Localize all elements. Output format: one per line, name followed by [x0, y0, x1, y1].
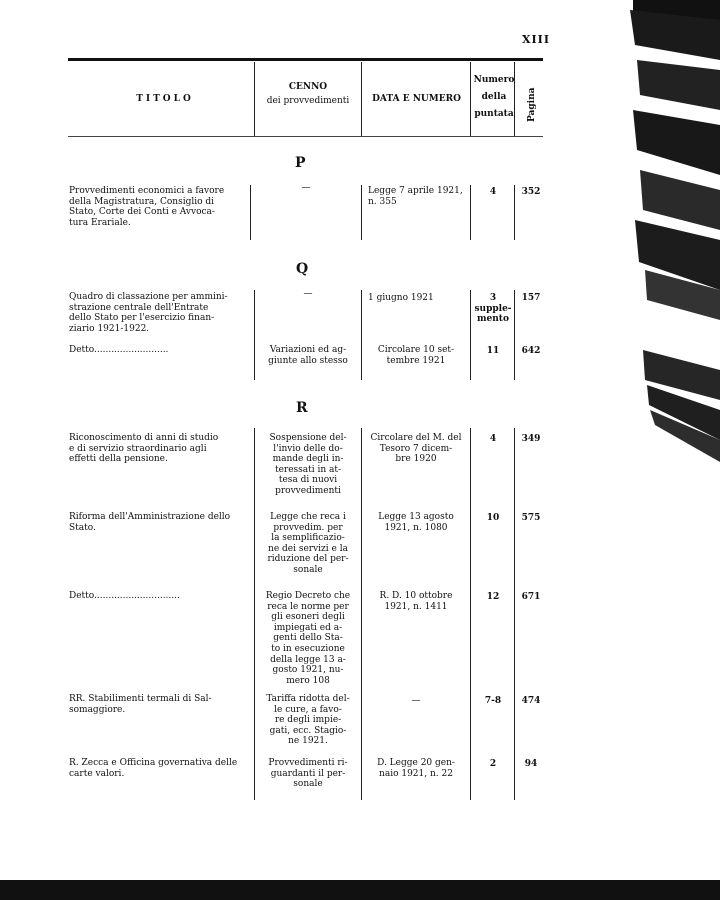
row-r3-pagina: 671: [521, 592, 541, 602]
section-letter-r: R: [296, 400, 308, 416]
row-r2-cenno: Legge che reca i provvedim. per la semplificazio- ne dei servizi e la riduzione del per- sonale: [267, 512, 349, 576]
header-top-rule: [68, 58, 543, 61]
col-line-3-header: [470, 62, 471, 136]
row-r5-data: D. Legge 20 gen- naio 1921, n. 22: [377, 758, 455, 779]
row-r4-cenno: Tariffa ridotta del- le cure, a favo- re degli impie- gati, ecc. Stagio- ne 1921.: [266, 694, 350, 747]
row-p1-data: Legge 7 aprile 1921, n. 355: [368, 186, 463, 207]
row-r1-puntata: 4: [489, 434, 497, 444]
row-p1-puntata: 4: [489, 187, 497, 197]
row-q2-data: Circolare 10 set- tembre 1921: [377, 345, 455, 366]
col-line-4-q: [514, 290, 515, 380]
row-r2-data: Legge 13 agosto 1921, n. 1080: [378, 512, 454, 533]
col-line-2-q: [361, 290, 362, 380]
header-numero-line2: della: [481, 92, 507, 103]
page-number: XIII: [522, 33, 550, 46]
row-r3-titolo: Detto..............................: [69, 591, 180, 601]
row-r4-data: —: [411, 696, 421, 706]
col-line-3-q: [470, 290, 471, 380]
col-line-4-header: [514, 62, 515, 136]
row-r1-data: Circolare del M. del Tesoro 7 dicem- bre 1920: [370, 433, 462, 465]
row-q2-pagina: 642: [521, 346, 541, 356]
header-titolo: TITOLO: [136, 94, 194, 104]
row-r5-cenno: Provvedimenti ri- guardanti il per- sonale: [268, 758, 348, 790]
row-r2-pagina: 575: [521, 513, 541, 523]
row-q1-data: 1 giugno 1921: [368, 293, 434, 303]
row-r5-puntata: 2: [489, 759, 497, 769]
scan-edge-artifact: [625, 0, 720, 480]
row-q1-titolo: Quadro di classazione per ammini- strazione centrale dell'Entrate dello Stato per l'esercizio finan- ziario 1921-1922.: [69, 292, 228, 334]
row-r1-titolo: Riconoscimento di anni di studio e di servizio straordinario agli effetti della pensione.: [69, 433, 219, 465]
row-r3-data: R. D. 10 ottobre 1921, n. 1411: [379, 591, 453, 612]
col-line-1-header: [254, 62, 255, 136]
header-numero-line1: Numero: [473, 75, 515, 85]
col-line-2-p: [361, 185, 362, 240]
row-q1-pagina: 157: [521, 293, 541, 303]
col-line-3-r: [470, 428, 471, 800]
header-pagina-text: Pagina: [527, 87, 537, 122]
col-line-1-r: [254, 428, 255, 800]
row-r1-pagina: 349: [521, 434, 541, 444]
scan-bottom-bar: [0, 880, 720, 900]
row-q2-puntata: 11: [486, 346, 500, 356]
row-r3-puntata: 12: [486, 592, 500, 602]
col-line-1-q: [254, 290, 255, 380]
header-numero-puntata: [473, 72, 515, 123]
col-line-4-r: [514, 428, 515, 800]
col-line-2-header: [361, 62, 362, 136]
row-r4-puntata: 7-8: [484, 696, 502, 706]
row-p1-titolo: Provvedimenti economici a favore della Magistratura, Consiglio di Stato, Corte dei Conti e Avvoca- tura Erariale.: [69, 186, 225, 228]
header-cenno-line2: dei provvedimenti: [266, 96, 350, 107]
row-r3-cenno: Regio Decreto che reca le norme per gli esoneri degli impiegati ed a- genti dello Sta- to in esecuzione della legge 13 a- gosto 1921, nu- mero 108: [265, 591, 351, 686]
row-r5-titolo: R. Zecca e Officina governativa delle carte valori.: [69, 758, 238, 779]
row-r4-pagina: 474: [521, 696, 541, 706]
header-pagina: [516, 76, 544, 126]
row-q1-cenno: —: [303, 289, 313, 299]
row-q2-cenno: Variazioni ed ag- giunte allo stesso: [268, 345, 348, 366]
row-r4-titolo: RR. Stabilimenti termali di Sal- somaggiore.: [69, 694, 212, 715]
row-r5-pagina: 94: [524, 759, 538, 769]
row-q2-titolo: Detto..........................: [69, 345, 169, 355]
header-data-numero: DATA E NUMERO: [372, 94, 461, 104]
row-p1-pagina: 352: [521, 187, 541, 197]
col-line-3-p: [470, 185, 471, 240]
col-line-2-r: [361, 428, 362, 800]
row-p1-cenno: —: [301, 183, 311, 193]
header-cenno-line1: CENNO: [288, 82, 328, 92]
row-r1-cenno: Sospensione del- l'invio delle do- mande degli in- teressati in at- tesa di nuovi provvedimenti: [269, 433, 347, 497]
row-r2-puntata: 10: [486, 513, 500, 523]
header-bottom-rule: [68, 136, 543, 137]
header-cenno: [258, 80, 358, 109]
row-q1-puntata: 3 supple- mento: [474, 293, 512, 325]
section-letter-q: Q: [296, 261, 309, 277]
col-line-4-p: [514, 185, 515, 240]
row-r2-titolo: Riforma dell'Amministrazione dello Stato.: [69, 512, 231, 533]
section-letter-p: P: [295, 155, 306, 171]
header-numero-line3: puntata: [474, 109, 514, 120]
